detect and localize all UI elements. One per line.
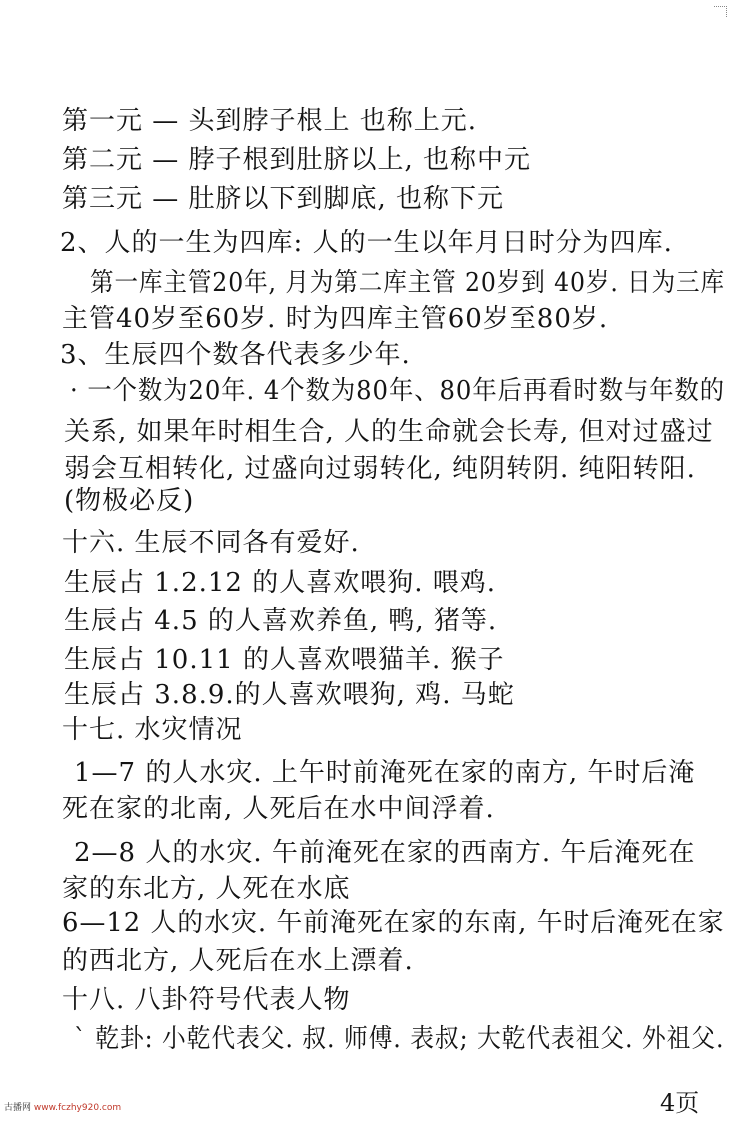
scan-corner-mark (714, 6, 727, 17)
text-line-19: 死在家的北南, 人死后在水中间浮着. (62, 794, 495, 824)
footer-site-link[interactable]: www.fczhy920.com (33, 1103, 122, 1113)
text-line-21: 家的东北方, 人死在水底 (62, 874, 351, 904)
text-line-15: 生辰占 10.11 的人喜欢喂猫羊. 猴子 (64, 645, 505, 675)
text-line-20: 2—8 人的水灾. 午前淹死在家的西南方. 午后淹死在 (74, 838, 696, 868)
footer-prefix: 古播网 (4, 1103, 32, 1113)
text-line-7: 3、生辰四个数各代表多少年. (60, 340, 411, 370)
text-line-9: 关系, 如果年时相生合, 人的生命就会长寿, 但对过盛过 (64, 417, 714, 447)
text-line-25: ` 乾卦: 小乾代表父. 叔. 师傅. 表叔; 大乾代表祖父. 外祖父. (74, 1024, 725, 1054)
text-line-8: · 一个数为20年. 4个数为80年、80年后再看时数与年数的 (70, 376, 726, 406)
text-line-3: 第三元 — 肚脐以下到脚底, 也称下元 (62, 184, 505, 214)
text-line-18: 1—7 的人水灾. 上午时前淹死在家的南方, 午时后淹 (74, 758, 696, 788)
footer-watermark (4, 1102, 121, 1114)
text-line-16: 生辰占 3.8.9.的人喜欢喂狗, 鸡. 马蛇 (64, 680, 515, 710)
section-heading-17: 十七. 水灾情况 (62, 715, 243, 745)
text-line-2: 第二元 — 脖子根到肚脐以上, 也称中元 (62, 145, 532, 175)
section-heading-16: 十六. 生辰不同各有爱好. (62, 528, 360, 558)
text-line-10: 弱会互相转化, 过盛向过弱转化, 纯阴转阴. 纯阳转阳. (64, 454, 696, 484)
text-line-14: 生辰占 4.5 的人喜欢养鱼, 鸭, 猪等. (64, 606, 498, 636)
text-line-6: 主管40岁至60岁. 时为四库主管60岁至80岁. (62, 304, 609, 334)
text-line-22: 6—12 人的水灾. 午前淹死在家的东南, 午时后淹死在家 (62, 908, 725, 938)
text-line-13: 生辰占 1.2.12 的人喜欢喂狗. 喂鸡. (64, 568, 497, 598)
section-heading-18: 十八. 八卦符号代表人物 (62, 985, 351, 1015)
text-line-4: 2、人的一生为四库: 人的一生以年月日时分为四库. (60, 228, 673, 258)
text-line-1: 第一元 — 头到脖子根上 也称上元. (62, 106, 478, 136)
text-line-5: 第一库主管20年, 月为第二库主管 20岁到 40岁. 日为三库 (90, 268, 725, 298)
text-line-11: (物极必反) (64, 486, 195, 516)
page-number: 4页 (660, 1089, 700, 1117)
text-line-23: 的西北方, 人死后在水上漂着. (62, 946, 414, 976)
